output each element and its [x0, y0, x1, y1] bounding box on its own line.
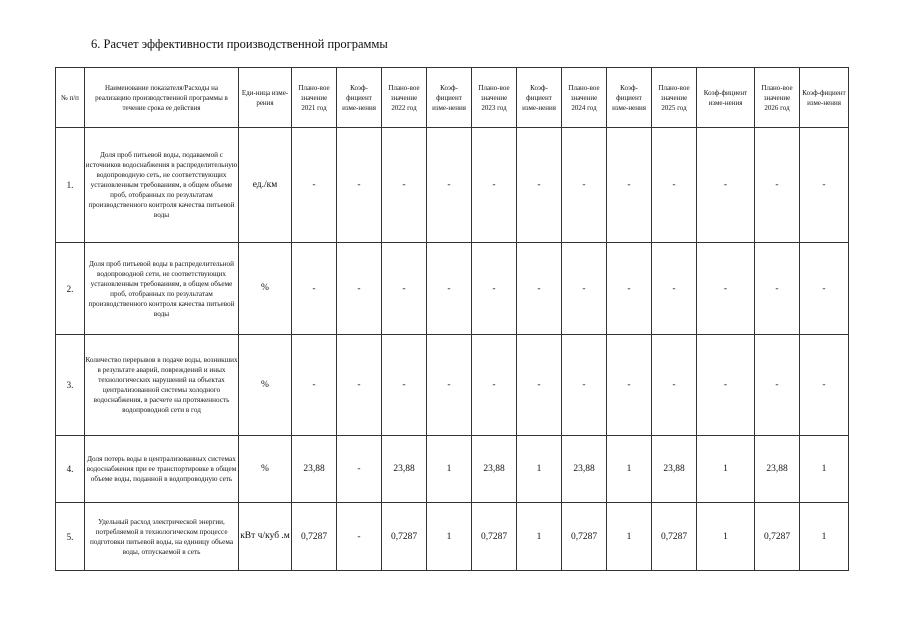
table-row	[56, 335, 849, 436]
value-cell: -	[472, 128, 517, 243]
value-cell: -	[607, 243, 652, 335]
table-row	[56, 436, 849, 503]
value-cell: -	[517, 335, 562, 436]
value-cell: -	[292, 335, 337, 436]
row-num: 4.	[56, 436, 85, 503]
row-indicator-name: Количество перерывов в подаче воды, возникших в результате аварий, повреждений и иных технологических нарушений на объектах централизованной системы холодного водоснабжения, в расчете на протяженность водопроводной сети в год	[85, 335, 239, 436]
row-indicator-name: Доля проб питьевой воды, подаваемой с источников водоснабжения в распределительную водопроводную сеть, не соответствующих установленным требованиям, в общем объеме проб, отобранных по результатам производственного контроля качества питьевой воды	[85, 128, 239, 243]
row-unit: ед./км	[239, 128, 292, 243]
value-cell: -	[800, 128, 849, 243]
header-coef-2026: Коэф-фициент изме-нения	[800, 68, 849, 128]
section-title: 6. Расчет эффективности производственной программы	[91, 37, 388, 51]
value-cell: 1	[697, 436, 755, 503]
row-num: 5.	[56, 503, 85, 571]
row-indicator-name: Доля проб питьевой воды в распределительной водопроводной сети, не соответствующих установленным требованиям, в общем объеме проб, отобранных по результатам производственного контроля качества питьевой воды	[85, 243, 239, 335]
table-row	[56, 503, 849, 571]
value-cell: 1	[517, 503, 562, 571]
value-cell: 1	[607, 503, 652, 571]
value-cell: -	[337, 243, 382, 335]
value-cell: -	[517, 128, 562, 243]
header-coef-2023: Коэф-фициент изме-нения	[517, 68, 562, 128]
value-cell: 23,88	[652, 436, 697, 503]
header-plan-2024: Плано-вое значение 2024 год	[562, 68, 607, 128]
value-cell: -	[607, 335, 652, 436]
value-cell: -	[427, 335, 472, 436]
header-coef-2024: Коэф-фициент изме-нения	[607, 68, 652, 128]
value-cell: 0,7287	[292, 503, 337, 571]
row-num: 2.	[56, 243, 85, 335]
row-indicator-name: Удельный расход электрической энергии, потребляемой в технологическом процессе подготовки питьевой воды, на единицу объема воды, отпускаемой в сеть	[85, 503, 239, 571]
header-plan-2023: Плано-вое значение 2023 год	[472, 68, 517, 128]
row-unit: %	[239, 335, 292, 436]
value-cell: -	[517, 243, 562, 335]
header-row	[56, 68, 849, 128]
value-cell: -	[337, 436, 382, 503]
value-cell: 1	[427, 503, 472, 571]
value-cell: -	[337, 335, 382, 436]
value-cell: 0,7287	[562, 503, 607, 571]
row-num: 1.	[56, 128, 85, 243]
value-cell: -	[697, 243, 755, 335]
value-cell: 1	[697, 503, 755, 571]
value-cell: 0,7287	[652, 503, 697, 571]
value-cell: -	[652, 243, 697, 335]
row-unit: %	[239, 243, 292, 335]
value-cell: 0,7287	[382, 503, 427, 571]
value-cell: -	[755, 335, 800, 436]
value-cell: -	[755, 128, 800, 243]
value-cell: -	[562, 243, 607, 335]
table-row	[56, 128, 849, 243]
value-cell: 23,88	[382, 436, 427, 503]
value-cell: 0,7287	[472, 503, 517, 571]
value-cell: 23,88	[472, 436, 517, 503]
row-num: 3.	[56, 335, 85, 436]
value-cell: -	[472, 335, 517, 436]
value-cell: -	[337, 503, 382, 571]
value-cell: -	[382, 128, 427, 243]
value-cell: -	[652, 335, 697, 436]
header-plan-2022: Плано-вое значение 2022 год	[382, 68, 427, 128]
value-cell: 1	[800, 503, 849, 571]
value-cell: 0,7287	[755, 503, 800, 571]
value-cell: 1	[607, 436, 652, 503]
value-cell: -	[562, 128, 607, 243]
value-cell: -	[337, 128, 382, 243]
header-plan-2025: Плано-вое значение 2025 год	[652, 68, 697, 128]
value-cell: 1	[427, 436, 472, 503]
header-coef-2021: Коэф-фициент изме-нения	[337, 68, 382, 128]
table-row	[56, 243, 849, 335]
value-cell: -	[652, 128, 697, 243]
row-indicator-name: Доля потерь воды в централизованных системах водоснабжения при ее транспортировке в общем объеме воды, поданной в водопроводную сеть	[85, 436, 239, 503]
value-cell: 1	[800, 436, 849, 503]
header-name: Наименование показателя/Расходы на реализацию производственной программы в течение срока ее действия	[85, 68, 239, 128]
value-cell: -	[697, 335, 755, 436]
header-plan-2026: Плано-вое значение 2026 год	[755, 68, 800, 128]
efficiency-table	[55, 67, 849, 571]
value-cell: -	[382, 243, 427, 335]
value-cell: -	[382, 335, 427, 436]
value-cell: -	[427, 128, 472, 243]
header-coef-2025: Коэф-фициент изме-нения	[697, 68, 755, 128]
value-cell: -	[427, 243, 472, 335]
value-cell: -	[800, 243, 849, 335]
value-cell: -	[472, 243, 517, 335]
value-cell: -	[562, 335, 607, 436]
header-coef-2022: Коэф-фициент изме-нения	[427, 68, 472, 128]
header-unit: Еди-ница изме-рения	[239, 68, 292, 128]
value-cell: 23,88	[292, 436, 337, 503]
value-cell: -	[607, 128, 652, 243]
value-cell: -	[755, 243, 800, 335]
value-cell: -	[292, 243, 337, 335]
row-unit: %	[239, 436, 292, 503]
header-plan-2021: Плано-вое значение 2021 год	[292, 68, 337, 128]
value-cell: -	[800, 335, 849, 436]
value-cell: -	[697, 128, 755, 243]
header-num: № п/п	[56, 68, 85, 128]
value-cell: 23,88	[755, 436, 800, 503]
row-unit: кВт ч/куб .м	[239, 503, 292, 571]
value-cell: -	[292, 128, 337, 243]
value-cell: 1	[517, 436, 562, 503]
value-cell: 23,88	[562, 436, 607, 503]
